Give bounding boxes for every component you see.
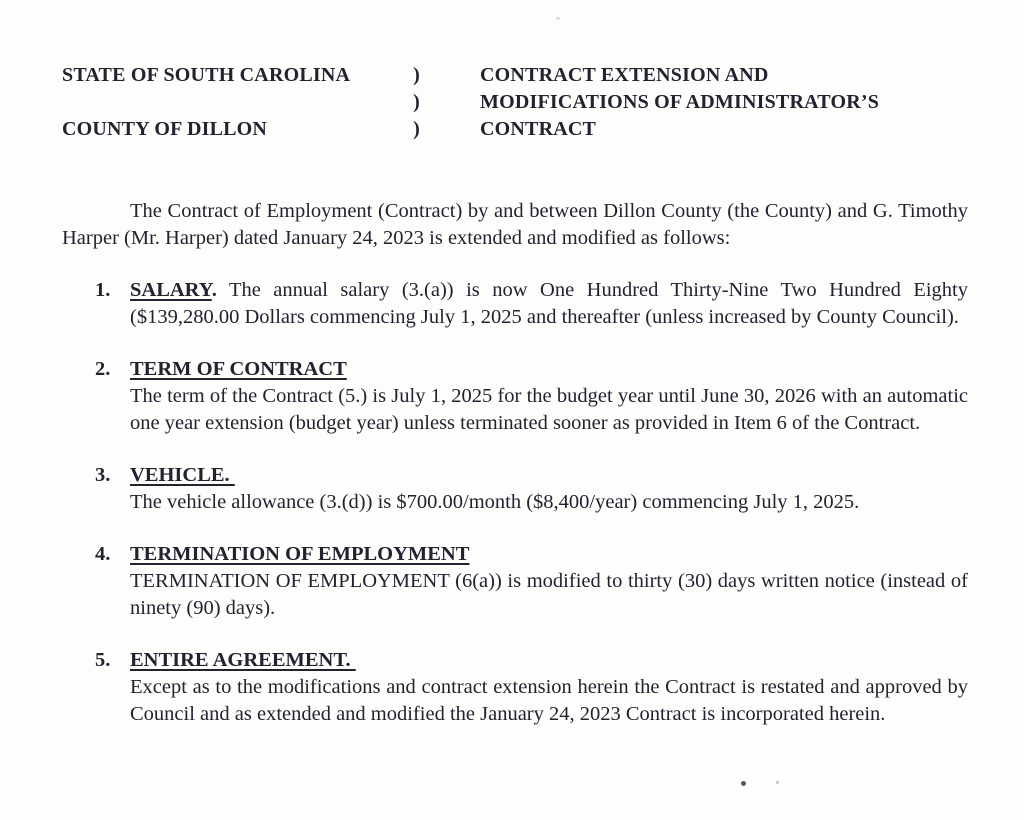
title-line-2: MODIFICATIONS OF ADMINISTRATOR’S: [480, 91, 880, 113]
item-number: 5.: [95, 649, 111, 671]
item-body-text: Except as to the modifications and contract extension herein the Contract is restated and approved by Council and as extended and modified the January 24, 2023 Contract is incorporated herein.: [130, 676, 968, 725]
item-body-text: TERMINATION OF EMPLOYMENT (6(a)) is modified to thirty (30) days written notice (instead of ninety (90) days).: [130, 570, 968, 619]
item-vehicle: [62, 462, 968, 516]
venue-row-middle: [62, 89, 420, 116]
item-heading-suffix: .: [211, 279, 217, 301]
venue-paren: ): [413, 64, 420, 86]
item-content: [130, 541, 968, 622]
venue-block: [62, 62, 420, 143]
item-body-text: The term of the Contract (5.) is July 1, 2025 for the budget year until June 30, 2026 with an automatic one year extension (budget year) unless terminated sooner as provided in Item 6 of the Contract.: [130, 385, 968, 434]
title-line-3: CONTRACT: [480, 118, 597, 140]
item-paragraph: [130, 277, 968, 331]
item-termination-of-employment: [62, 541, 968, 622]
document-body: [62, 198, 968, 728]
item-entire-agreement: [62, 647, 968, 728]
venue-row-county: [62, 116, 420, 143]
title-line-1: CONTRACT EXTENSION AND: [480, 64, 769, 86]
venue-state-label: STATE OF SOUTH CAROLINA: [62, 64, 351, 86]
item-term-of-contract: [62, 356, 968, 437]
contract-items: [62, 277, 968, 728]
item-content: [130, 356, 968, 437]
item-content: [130, 647, 968, 728]
item-heading: SALARY: [130, 279, 212, 301]
item-heading: VEHICLE.: [130, 464, 235, 486]
venue-county-label: COUNTY OF DILLON: [62, 118, 268, 140]
item-content: [130, 277, 968, 331]
venue-paren: ): [413, 91, 420, 113]
intro-paragraph: The Contract of Employment (Contract) by and between Dillon County (the County) and G. Timothy Harper (Mr. Harper) dated January 24, 2023 is extended and modified as follows:: [62, 200, 968, 249]
item-heading: TERM OF CONTRACT: [130, 358, 347, 380]
scan-artifact: [556, 17, 560, 20]
item-content: [130, 462, 968, 516]
item-number: 2.: [95, 358, 111, 380]
document-title: [480, 62, 879, 143]
venue-paren: ): [413, 118, 420, 140]
document-header: [62, 62, 968, 143]
item-body-text: The vehicle allowance (3.(d)) is $700.00/month ($8,400/year) commencing July 1, 2025.: [130, 491, 860, 513]
item-heading: ENTIRE AGREEMENT.: [130, 649, 356, 671]
item-body-text: The annual salary (3.(a)) is now One Hundred Thirty-Nine Two Hundred Eighty ($139,280.00 Dollars commencing July 1, 2025 and thereafter (unless increased by County Council).: [130, 279, 968, 328]
scan-artifact: [741, 781, 746, 786]
item-number: 4.: [95, 543, 111, 565]
venue-row-state: [62, 62, 420, 89]
item-number: 1.: [95, 279, 111, 301]
item-salary: [62, 277, 968, 331]
item-heading: TERMINATION OF EMPLOYMENT: [130, 543, 470, 565]
scan-artifact: [776, 781, 779, 784]
item-number: 3.: [95, 464, 111, 486]
